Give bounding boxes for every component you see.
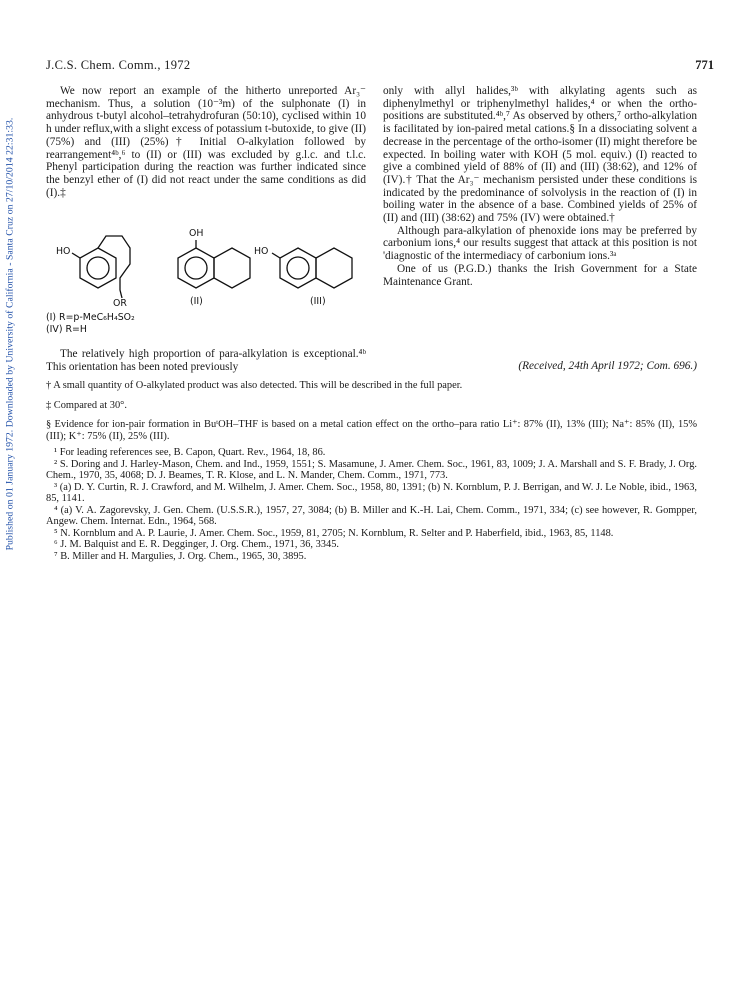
benzene-ring-II	[178, 248, 214, 288]
footnote-dagger	[46, 380, 697, 392]
compound-label-II: (II)	[190, 296, 203, 307]
page-header	[46, 58, 714, 74]
footnote-section	[46, 419, 697, 442]
page-number: 771	[695, 58, 714, 72]
paragraph-4: Although para-alkylation of phenoxide ions may be preferred by carbonium ions,⁴ our results suggest that attack at this position is not 'diagnostic of the intermediacy of carbonium ions.³ᵃ	[383, 224, 697, 263]
reference-4: ⁴ (a) V. A. Zagorevsky, J. Gen. Chem. (U.S.S.R.), 1957, 27, 3084; (b) B. Miller and K.-H. Lai, Chem. Comm., 1971, 334; (c) see however, R. Gompper, Angew. Chem. Internat. Edn., 1964, 568.	[46, 504, 697, 527]
or-label: OR	[113, 298, 127, 309]
paragraph-5: One of us (P.G.D.) thanks the Irish Government for a State Maintenance Grant.	[383, 262, 697, 288]
cyclohexane-ring-III	[316, 248, 352, 288]
legend-I: (I) R=p-MeC₆H₄SO₂	[46, 312, 135, 323]
benzene-ring-III	[280, 248, 316, 288]
aromatic-circle-I	[87, 257, 109, 279]
aromatic-circle-II	[185, 257, 207, 279]
footnote-section-text: § Evidence for ion-pair formation in BuᵗOH–THF is based on a metal cation effect on the ortho–para ratio Li⁺: 87% (II), 13% (III); Na⁺: 85% (II), 15% (III); K⁺: 75% (II), 25% (III).	[46, 419, 697, 442]
paragraph-3: only with allyl halides,³ᵇ with alkylating agents such as diphenylmethyl or triphenylmethyl halides,⁴ or when the ortho-positions are substituted.⁴ᵇ,⁷ As observed by others,⁷ ortho-alkylation is facilitated by ion-paired metal cations.§ In a dissociating solvent a decrease in the percentage of the ortho-isomer (II) might therefore be expected. In boiling water with KOH (5 mol. equiv.) (I) reacted to give a combined yield of 88% of (II) and (III) (38:62), and 12% of (IV).† That the Ar₃⁻ mechanism persisted under these conditions is indicated by the predominance of solvolysis in the reaction of (I) in boiling water in the absence of a base. Combined yields of 25% of (II) and (III) (38:62) and 75% (IV) were obtained.†	[383, 85, 697, 225]
left-column-continued	[46, 348, 366, 373]
reference-6: ⁶ J. M. Balquist and E. R. Degginger, J. Org. Chem., 1971, 36, 3345.	[54, 539, 339, 550]
aromatic-circle-III	[287, 257, 309, 279]
ho-label-III: HO	[254, 246, 269, 257]
journal-title: J.C.S. Chem. Comm., 1972	[46, 58, 191, 72]
side-chain-I	[98, 236, 130, 298]
legend-IV: (IV) R=H	[46, 324, 87, 335]
paragraph-2: The relatively high proportion of para-alkylation is exceptional.⁴ᵇ This orientation has been noted previously	[46, 348, 366, 373]
received-line: (Received, 24th April 1972; Com. 696.)	[518, 360, 697, 372]
paragraph-1: We now report an example of the hitherto unreported Ar₃⁻ mechanism. Thus, a solution (10⁻³m) of the sulphonate (I) in anhydrous t-butyl alcohol–tetrahydrofuran (50:10), cyclised within 10 h under reflux,with a slight excess of potassium t-butoxide, to give (II) (75%) and (III) (25%)† Initial O-alkylation followed by rearrangement⁴ᵇ,⁶ to (II) or (III) was excluded by g.l.c. and t.l.c. Phenyl participation during the reaction was further indicated since the benzyl ether of (I) did not react under the same conditions as did (I).‡	[46, 85, 366, 199]
footnote-ddagger	[46, 400, 697, 412]
left-column	[46, 85, 366, 199]
download-watermark-text: Published on 01 January 1972. Downloaded by University of California - Santa Cruz on 27/10/2014 22:31:33.	[4, 117, 16, 551]
references	[46, 447, 697, 562]
structures-drawing	[46, 226, 366, 342]
reference-1: ¹ For leading references see, B. Capon, Quart. Rev., 1964, 18, 86.	[54, 447, 326, 458]
footnote-dagger-text: † A small quantity of O-alkylated product was also detected. This will be described in the full paper.	[46, 380, 463, 391]
reference-7: ⁷ B. Miller and H. Margulies, J. Org. Chem., 1965, 30, 3895.	[54, 550, 307, 562]
footnote-ddagger-text: ‡ Compared at 30°.	[46, 400, 127, 411]
right-column	[383, 85, 697, 288]
reference-3: ³ (a) D. Y. Curtin, R. J. Crawford, and M. Wilhelm, J. Amer. Chem. Soc., 1958, 80, 1391; (b) N. Kornblum, P. J. Berrigan, and W. J. Le Noble, ibid., 1963, 85, 1141.	[46, 481, 697, 504]
oh-label: OH	[189, 228, 204, 239]
download-watermark	[2, 14, 18, 654]
cyclohexane-ring-II	[214, 248, 250, 288]
reference-5: ⁵ N. Kornblum and A. P. Laurie, J. Amer. Chem. Soc., 1959, 81, 2705; N. Kornblum, R. Selter and P. Haberfield, ibid., 1963, 85, 1148.	[54, 527, 614, 539]
benzene-ring-I	[80, 248, 116, 288]
ho-label-I: HO	[56, 246, 71, 257]
compound-label-III: (III)	[310, 296, 326, 307]
reference-2: ² S. Doring and J. Harley-Mason, Chem. and Ind., 1959, 1551; S. Masamune, J. Amer. Chem. Soc., 1961, 83, 1009; J. A. Marshall and S. F. Brady, J. Org. Chem., 1970, 35, 4068; D. J. Beames, T. R. Klose, and L. N. Mander, Chem. Comm., 1971, 773.	[46, 458, 697, 481]
chemical-structures	[46, 226, 366, 342]
